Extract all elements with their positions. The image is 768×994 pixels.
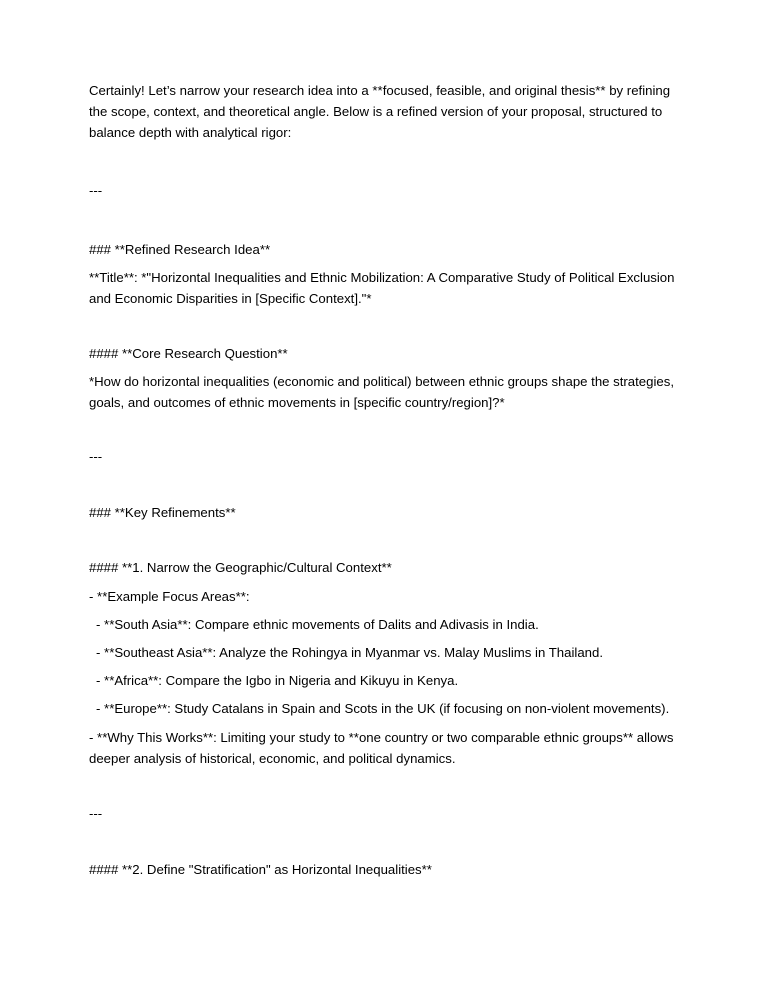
intro-paragraph-line-1: Certainly! Let’s narrow your research idea into a **focused, feasible, and original thesis** by refining [89, 83, 671, 98]
question-line-1: *How do horizontal inequalities (economic and political) between ethnic groups shape the strategies, [89, 374, 674, 389]
focus-item-south-asia: - **South Asia**: Compare ethnic movements of Dalits and Adivasis in India. [96, 617, 539, 632]
separator: --- [89, 449, 103, 464]
heading-narrow-context: #### **1. Narrow the Geographic/Cultural Context** [89, 560, 392, 575]
why-this-works-line-1: - **Why This Works**: Limiting your study to **one country or two comparable ethnic groups** allows [89, 730, 674, 745]
heading-key-refinements: ### **Key Refinements** [89, 505, 236, 520]
question-line-2: goals, and outcomes of ethnic movements in [specific country/region]?* [89, 395, 505, 410]
title-line-2: and Economic Disparities in [Specific Context]."* [89, 291, 372, 306]
intro-paragraph-line-2: the scope, context, and theoretical angle. Below is a refined version of your proposal, structured to [89, 104, 663, 119]
separator: --- [89, 183, 103, 198]
heading-refined-research-idea: ### **Refined Research Idea** [89, 242, 271, 257]
heading-define-stratification: #### **2. Define "Stratification" as Horizontal Inequalities** [89, 862, 432, 877]
intro-paragraph-line-3: balance depth with analytical rigor: [89, 125, 292, 140]
title-line-1: **Title**: *"Horizontal Inequalities and Ethnic Mobilization: A Comparative Study of Political Exclusion [89, 270, 675, 285]
separator: --- [89, 806, 103, 821]
why-this-works-line-2: deeper analysis of historical, economic, and political dynamics. [89, 751, 456, 766]
heading-core-research-question: #### **Core Research Question** [89, 346, 288, 361]
focus-item-europe: - **Europe**: Study Catalans in Spain and Scots in the UK (if focusing on non-violent movements). [96, 701, 670, 716]
example-focus-areas: - **Example Focus Areas**: [89, 589, 250, 604]
focus-item-southeast-asia: - **Southeast Asia**: Analyze the Rohingya in Myanmar vs. Malay Muslims in Thailand. [96, 645, 603, 660]
focus-item-africa: - **Africa**: Compare the Igbo in Nigeria and Kikuyu in Kenya. [96, 673, 459, 688]
